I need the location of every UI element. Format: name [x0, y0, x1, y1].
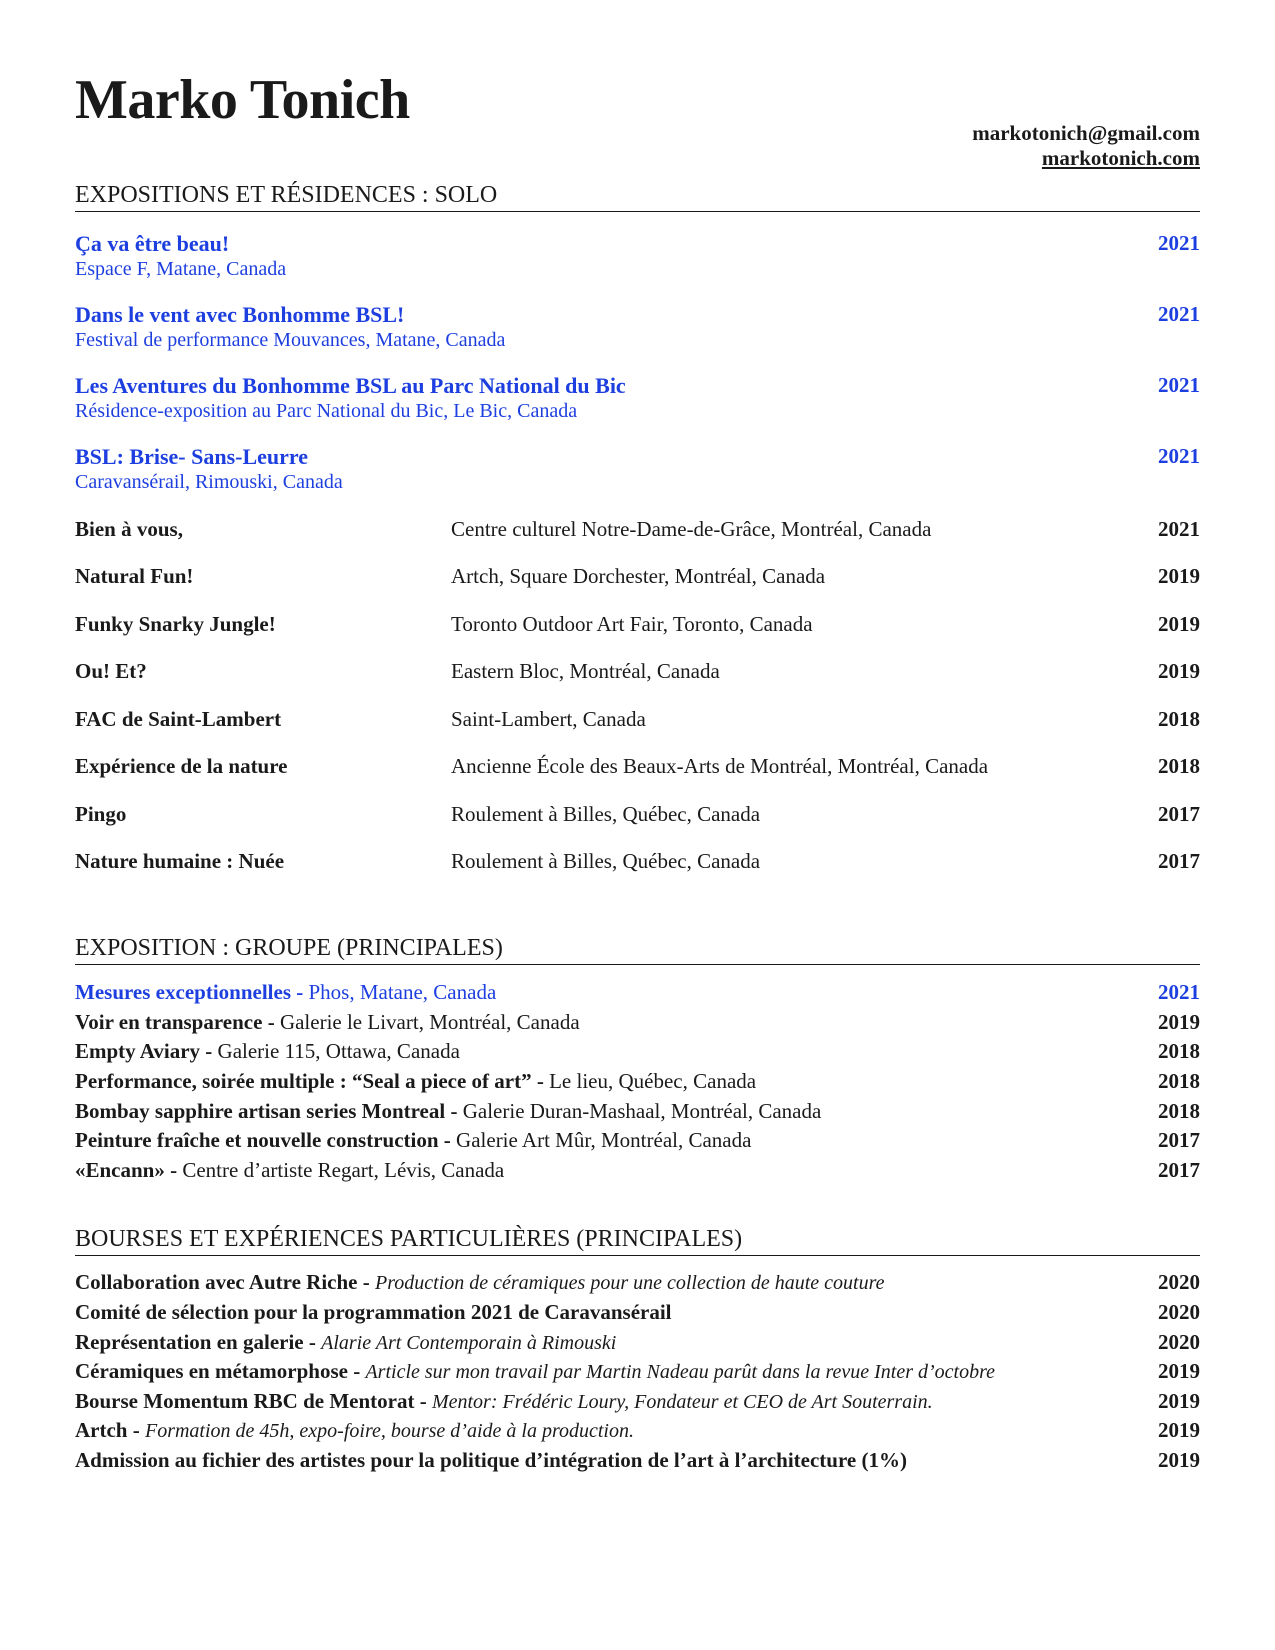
section-heading-grants: BOURSES ET EXPÉRIENCES PARTICULIÈRES (PRINCIPALES)	[75, 1225, 1200, 1256]
solo-highlight-year: 2021	[1158, 302, 1200, 326]
solo-row-year: 2019	[1158, 564, 1200, 588]
group-row-title: Empty Aviary -	[75, 1039, 218, 1063]
solo-row-title: Expérience de la nature	[75, 754, 288, 778]
solo-row-title: Nature humaine : Nuée	[75, 849, 285, 873]
solo-row-year: 2018	[1158, 707, 1200, 731]
solo-row-title: Natural Fun!	[75, 564, 194, 588]
group-row-title: Voir en transparence -	[75, 1010, 280, 1034]
solo-highlight-title: Ça va être beau!	[75, 231, 230, 256]
solo-row	[75, 610, 1200, 638]
grant-row	[75, 1445, 1200, 1476]
group-row-place: Le lieu, Québec, Canada	[549, 1069, 757, 1093]
grant-row-year: 2020	[1158, 1330, 1200, 1354]
solo-row	[75, 657, 1200, 685]
solo-highlight-year: 2021	[1158, 444, 1200, 468]
group-row	[75, 1036, 1200, 1067]
group-row-place: Galerie Duran-Mashaal, Montréal, Canada	[462, 1099, 822, 1123]
grant-row-year: 2019	[1158, 1389, 1200, 1413]
group-row-year: 2017	[1158, 1128, 1200, 1152]
group-row-year: 2017	[1158, 1158, 1200, 1182]
group-row-place: Galerie Art Mûr, Montréal, Canada	[456, 1128, 752, 1152]
solo-highlight-title: Dans le vent avec Bonhomme BSL!	[75, 302, 405, 327]
solo-highlight-title: BSL: Brise- Sans-Leurre	[75, 444, 309, 469]
group-row	[75, 1155, 1200, 1186]
email-text: markotonich@gmail.com	[972, 121, 1200, 145]
group-row	[75, 1066, 1200, 1097]
grant-row-title: Admission au fichier des artistes pour la politique d’intégration de l’art à l’architecture (1%)	[75, 1448, 907, 1472]
grant-row-detail: Mentor: Frédéric Loury, Fondateur et CEO de Art Souterrain.	[431, 1391, 933, 1413]
grant-row-title: Artch -	[75, 1418, 145, 1442]
group-row-year: 2019	[1158, 1010, 1200, 1034]
solo-row-place: Roulement à Billes, Québec, Canada	[451, 802, 761, 826]
section-heading-group: EXPOSITION : GROUPE (PRINCIPALES)	[75, 934, 1200, 965]
solo-highlight-year: 2021	[1158, 373, 1200, 397]
solo-row	[75, 847, 1200, 875]
solo-row	[75, 515, 1200, 543]
solo-row-place: Roulement à Billes, Québec, Canada	[451, 849, 761, 873]
solo-row	[75, 562, 1200, 590]
solo-highlight-place: Espace F, Matane, Canada	[75, 258, 287, 280]
grant-row	[75, 1327, 1200, 1358]
group-row-place: Phos, Matane, Canada	[308, 980, 497, 1004]
solo-row-title: Ou! Et?	[75, 659, 147, 683]
solo-row-year: 2021	[1158, 517, 1200, 541]
solo-highlight-item	[75, 373, 1200, 423]
solo-row-place: Ancienne École des Beaux-Arts de Montréal, Montréal, Canada	[451, 754, 989, 778]
group-row-year: 2018	[1158, 1099, 1200, 1123]
grant-row-title: Collaboration avec Autre Riche -	[75, 1270, 375, 1294]
grant-row-title: Bourse Momentum RBC de Mentorat -	[75, 1389, 432, 1413]
contact-block	[972, 121, 1200, 171]
artist-name: Marko Tonich	[75, 69, 410, 131]
grant-row	[75, 1267, 1200, 1298]
solo-row-title: Pingo	[75, 802, 127, 826]
solo-row-place: Artch, Square Dorchester, Montréal, Canada	[451, 564, 826, 588]
grant-row-year: 2020	[1158, 1270, 1200, 1294]
grant-row-detail: Formation de 45h, expo-foire, bourse d’aide à la production.	[144, 1420, 634, 1442]
grant-row	[75, 1386, 1200, 1417]
solo-highlight-place: Festival de performance Mouvances, Matane, Canada	[75, 329, 506, 351]
solo-row-place: Eastern Bloc, Montréal, Canada	[451, 659, 720, 683]
grant-row-detail: Alarie Art Contemporain à Rimouski	[321, 1332, 617, 1354]
group-row-title: «Encann» -	[75, 1158, 183, 1182]
solo-highlight-item	[75, 302, 1200, 352]
group-row-year: 2021	[1158, 980, 1200, 1004]
grant-row-year: 2019	[1158, 1418, 1200, 1442]
grant-row-title: Céramiques en métamorphose -	[75, 1359, 366, 1383]
solo-row-year: 2017	[1158, 849, 1200, 873]
grant-row-detail: Production de céramiques pour une collection de haute couture	[375, 1272, 885, 1294]
grant-row-title: Représentation en galerie -	[75, 1330, 322, 1354]
group-row	[75, 1007, 1200, 1038]
solo-row-year: 2018	[1158, 754, 1200, 778]
group-row-title: Bombay sapphire artisan series Montreal -	[75, 1099, 463, 1123]
grant-row	[75, 1415, 1200, 1446]
grant-row-title: Comité de sélection pour la programmation 2021 de Caravansérail	[75, 1300, 672, 1324]
group-row-year: 2018	[1158, 1069, 1200, 1093]
grant-row	[75, 1356, 1200, 1387]
solo-highlight-place: Caravansérail, Rimouski, Canada	[75, 471, 343, 493]
solo-row-place: Saint-Lambert, Canada	[451, 707, 646, 731]
group-row-title: Mesures exceptionnelles -	[75, 980, 309, 1004]
solo-row-title: FAC de Saint-Lambert	[75, 707, 282, 731]
solo-row-year: 2017	[1158, 802, 1200, 826]
grant-row-year: 2019	[1158, 1448, 1200, 1472]
group-row	[75, 977, 1200, 1008]
group-row-place: Galerie 115, Ottawa, Canada	[217, 1039, 460, 1063]
resume-page	[75, 0, 1200, 1650]
solo-row	[75, 705, 1200, 733]
grant-row-detail: Article sur mon travail par Martin Nadeau parût dans la revue Inter d’octobre	[365, 1361, 996, 1383]
solo-highlight-place: Résidence-exposition au Parc National du Bic, Le Bic, Canada	[75, 400, 578, 422]
group-row-title: Peinture fraîche et nouvelle construction -	[75, 1128, 457, 1152]
grant-row-year: 2019	[1158, 1359, 1200, 1383]
group-row-title: Performance, soirée multiple : “Seal a piece of art” -	[75, 1069, 550, 1093]
section-heading-solo: EXPOSITIONS ET RÉSIDENCES : SOLO	[75, 181, 1200, 212]
group-row-year: 2018	[1158, 1039, 1200, 1063]
solo-row	[75, 752, 1200, 780]
solo-highlight-item	[75, 444, 1200, 494]
website-link[interactable]: markotonich.com	[1041, 146, 1200, 170]
solo-row	[75, 800, 1200, 828]
group-row-place: Centre d’artiste Regart, Lévis, Canada	[182, 1158, 505, 1182]
group-row-place: Galerie le Livart, Montréal, Canada	[279, 1010, 580, 1034]
group-row	[75, 1125, 1200, 1156]
solo-row-year: 2019	[1158, 659, 1200, 683]
solo-row-place: Toronto Outdoor Art Fair, Toronto, Canada	[451, 612, 813, 636]
solo-row-year: 2019	[1158, 612, 1200, 636]
group-row	[75, 1096, 1200, 1127]
solo-row-place: Centre culturel Notre-Dame-de-Grâce, Montréal, Canada	[451, 517, 932, 541]
solo-highlight-title: Les Aventures du Bonhomme BSL au Parc National du Bic	[75, 373, 626, 398]
grant-row	[75, 1297, 1200, 1328]
solo-row-title: Bien à vous,	[75, 517, 183, 541]
grant-row-year: 2020	[1158, 1300, 1200, 1324]
solo-row-title: Funky Snarky Jungle!	[75, 612, 276, 636]
solo-highlight-year: 2021	[1158, 231, 1200, 255]
solo-highlight-item	[75, 231, 1200, 281]
